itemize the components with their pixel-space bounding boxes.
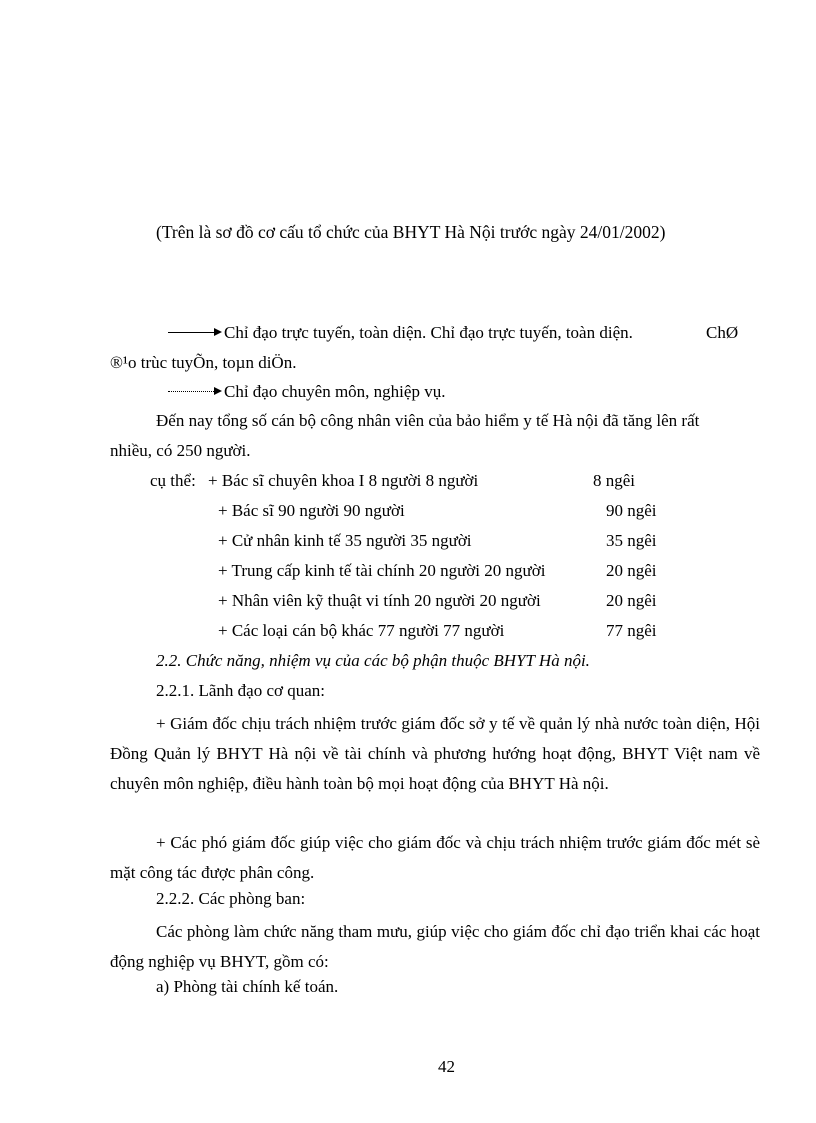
staff-item-value: 8 ngêi (593, 471, 636, 490)
legend-dotted (168, 381, 445, 402)
intro-line2: nhiều, có 250 người. (110, 441, 251, 460)
staff-item-label: + Các loại cán bộ khác 77 người 77 người (218, 621, 505, 640)
staff-item-value: 90 ngêi (606, 501, 657, 520)
staff-item-value: 20 ngêi (606, 561, 657, 580)
staff-item-label: + Bác sĩ 90 người 90 người (218, 501, 405, 520)
intro-line1: Đến nay tổng số cán bộ công nhân viên của bảo hiểm y tế Hà nội đã tăng lên rất (156, 411, 700, 430)
legend-dotted-label: Chỉ đạo chuyên môn, nghiệp vụ. (224, 382, 446, 401)
deputy-paragraph: + Các phó giám đốc giúp việc cho giám đốc và chịu trách nhiệm trước giám đốc mét sè mặt công tác được phân công. (110, 833, 760, 882)
solid-arrow-line (168, 332, 214, 333)
staff-item-label: + Cử nhân kinh tế 35 người 35 người (218, 531, 472, 550)
staff-item-value: 77 ngêi (606, 621, 657, 640)
arrow-right-icon (214, 387, 222, 395)
dotted-arrow-line (168, 391, 214, 392)
item-a: a) Phòng tài chính kế toán. (156, 977, 339, 996)
staff-item-label: + Nhân viên kỹ thuật vi tính 20 người 20 người (218, 591, 541, 610)
staff-item-value: 35 ngêi (606, 531, 657, 550)
legend-solid-tail: ChØ (706, 323, 739, 342)
legend-solid (168, 322, 633, 343)
diagram-caption: (Trên là sơ đồ cơ cấu tổ chức của BHYT Hà Nội trước ngày 24/01/2002) (156, 222, 666, 242)
staff-item-value: 20 ngêi (606, 591, 657, 610)
director-paragraph: + Giám đốc chịu trách nhiệm trước giám đốc sở y tế về quản lý nhà nước toàn diện, Hội Đồng Quản lý BHYT Hà nội về tài chính và phương hướng hoạt động, BHYT Việt nam về chuyên môn nghiệp, điều hành toàn bộ mọi hoạt động của BHYT Hà nội. (110, 714, 760, 793)
staff-item-label: + Trung cấp kinh tế tài chính 20 người 20 người (218, 561, 546, 580)
page-number: 42 (438, 1057, 455, 1076)
legend-solid-label: Chỉ đạo trực tuyến, toàn diện. Chỉ đạo trực tuyến, toàn diện. (224, 323, 633, 342)
departments-paragraph: Các phòng làm chức năng tham mưu, giúp việc cho giám đốc chỉ đạo triển khai các hoạt động nghiệp vụ BHYT, gồm có: (110, 922, 760, 971)
section-heading-2-2: 2.2. Chức năng, nhiệm vụ của các bộ phận thuộc BHYT Hà nội. (156, 651, 590, 670)
staff-prefix: cụ thể: (150, 471, 196, 490)
section-heading-2-2-1: 2.2.1. Lãnh đạo cơ quan: (156, 681, 326, 700)
legend-solid-line2: ®¹o trùc tuyÕn, toµn diÖn. (110, 353, 297, 372)
staff-item-label: + Bác sĩ chuyên khoa I 8 người 8 người (208, 471, 479, 490)
arrow-right-icon (214, 328, 222, 336)
section-heading-2-2-2: 2.2.2. Các phòng ban: (156, 889, 306, 908)
